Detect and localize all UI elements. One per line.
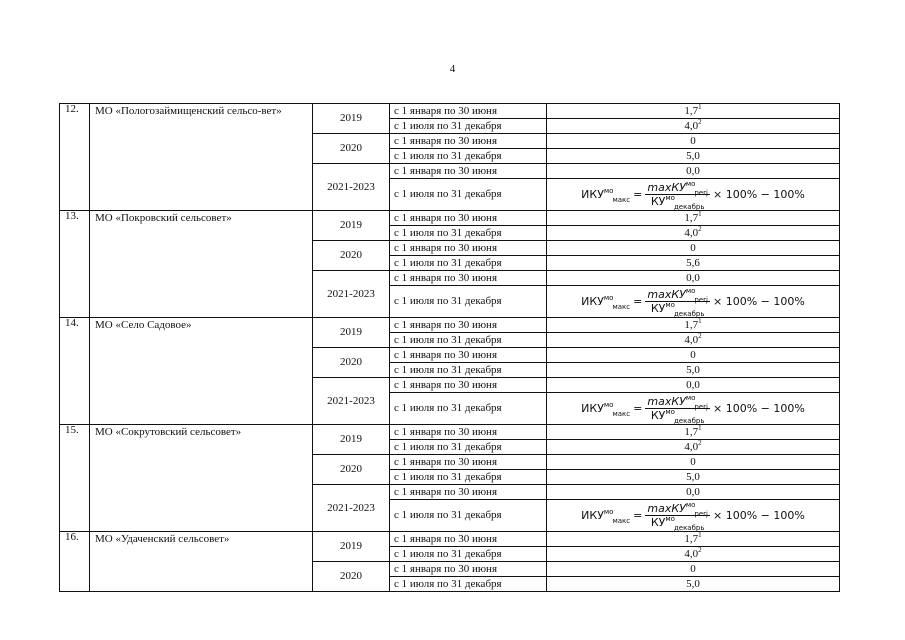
formula-numerator xyxy=(645,396,710,409)
value-footnote-mark: 1 xyxy=(698,316,702,325)
formula-fraction xyxy=(645,287,710,318)
formula-lhs xyxy=(581,508,631,525)
formula-denominator-main: КУ xyxy=(650,409,666,422)
mo-name: МО «Покровский сельсовет» xyxy=(90,211,313,318)
value-number: 5,0 xyxy=(686,577,700,590)
formula-lhs-sup: мо xyxy=(603,294,614,302)
value-cell xyxy=(547,470,840,485)
value-number: 4,0 xyxy=(684,226,699,239)
year-cell: 2020 xyxy=(313,134,390,164)
value-number: 1,7 xyxy=(684,532,699,545)
formula-lhs-sub: макс xyxy=(612,303,631,311)
formula-lhs-sup: мо xyxy=(603,187,614,195)
period-cell: с 1 января по 30 июня xyxy=(390,134,547,149)
formula-lhs-main: ИКУ xyxy=(581,402,604,415)
year-cell: 2019 xyxy=(313,532,390,562)
formula-numerator-sub: perj xyxy=(694,296,708,304)
mo-number: 13. xyxy=(60,211,90,318)
period-cell: с 1 января по 30 июня xyxy=(390,318,547,333)
formula-denominator-sub: декабрь xyxy=(673,203,705,211)
value-cell xyxy=(547,149,840,164)
value-cell xyxy=(547,500,840,532)
index-formula xyxy=(581,394,805,425)
value-cell xyxy=(547,211,840,226)
value-number: 0 xyxy=(690,562,696,575)
mo-name: МО «Сокрутовский сельсовет» xyxy=(90,425,313,532)
period-cell: с 1 января по 30 июня xyxy=(390,562,547,577)
formula-numerator-main: maxКУ xyxy=(647,288,686,301)
value-text xyxy=(684,224,702,239)
formula-lhs-sub: макс xyxy=(612,517,631,525)
formula-numerator xyxy=(645,182,710,195)
period-cell: с 1 января по 30 июня xyxy=(390,348,547,363)
formula-denominator-sup: мо xyxy=(665,194,675,202)
formula-wrap xyxy=(581,180,805,211)
formula-numerator xyxy=(645,503,710,516)
value-footnote-mark: 2 xyxy=(698,331,702,340)
index-formula xyxy=(581,287,805,318)
formula-numerator xyxy=(645,289,710,302)
period-cell: с 1 июля по 31 декабря xyxy=(390,577,547,592)
value-text xyxy=(684,209,702,224)
period-cell: с 1 июля по 31 декабря xyxy=(390,333,547,348)
formula-wrap xyxy=(581,287,805,318)
formula-numerator-sub: perj xyxy=(694,510,708,518)
value-cell xyxy=(547,547,840,562)
formula-lhs xyxy=(581,294,631,311)
year-cell: 2021-2023 xyxy=(313,378,390,425)
value-cell xyxy=(547,119,840,134)
value-number: 1,7 xyxy=(684,211,699,224)
value-text xyxy=(684,423,702,438)
value-text xyxy=(686,258,700,269)
mo-name: МО «Удаченский сельсовет» xyxy=(90,532,313,592)
value-text xyxy=(684,331,702,346)
mo-number: 16. xyxy=(60,532,90,592)
formula-fraction xyxy=(645,180,710,211)
formula-tail: × 100% − 100% xyxy=(713,295,805,308)
period-cell: с 1 января по 30 июня xyxy=(390,211,547,226)
formula-tail: × 100% − 100% xyxy=(713,509,805,522)
value-footnote-mark: 2 xyxy=(698,438,702,447)
period-cell: с 1 июля по 31 декабря xyxy=(390,149,547,164)
period-cell: с 1 июля по 31 декабря xyxy=(390,547,547,562)
table-row xyxy=(60,425,840,440)
value-cell xyxy=(547,179,840,211)
value-cell xyxy=(547,425,840,440)
value-text xyxy=(684,316,702,331)
value-number: 0 xyxy=(690,455,696,468)
period-cell: с 1 января по 30 июня xyxy=(390,164,547,179)
value-number: 1,7 xyxy=(684,425,699,438)
value-footnote-mark: 1 xyxy=(698,530,702,539)
period-cell: с 1 января по 30 июня xyxy=(390,271,547,286)
formula-numerator-sup: мо xyxy=(685,180,696,188)
period-cell: с 1 июля по 31 декабря xyxy=(390,226,547,241)
formula-fraction xyxy=(645,501,710,532)
formula-equals: = xyxy=(633,295,643,308)
value-text xyxy=(686,151,700,162)
period-cell: с 1 января по 30 июня xyxy=(390,425,547,440)
mo-name: МО «Село Садовое» xyxy=(90,318,313,425)
value-cell xyxy=(547,440,840,455)
value-cell xyxy=(547,532,840,547)
formula-denominator-sub: декабрь xyxy=(673,310,705,318)
value-number: 5,0 xyxy=(686,470,700,483)
value-cell xyxy=(547,363,840,378)
year-cell: 2021-2023 xyxy=(313,271,390,318)
value-cell xyxy=(547,318,840,333)
formula-equals: = xyxy=(633,509,643,522)
formula-numerator-sub: perj xyxy=(694,189,708,197)
value-number: 4,0 xyxy=(684,333,699,346)
value-text xyxy=(690,136,696,147)
value-number: 5,0 xyxy=(686,363,700,376)
value-number: 0,0 xyxy=(686,378,700,391)
period-cell: с 1 июля по 31 декабря xyxy=(390,363,547,378)
formula-tail: × 100% − 100% xyxy=(713,188,805,201)
value-text xyxy=(684,117,702,132)
period-cell: с 1 июля по 31 декабря xyxy=(390,500,547,532)
formula-equals: = xyxy=(633,402,643,415)
period-cell: с 1 июля по 31 декабря xyxy=(390,286,547,318)
period-cell: с 1 июля по 31 декабря xyxy=(390,179,547,211)
value-number: 4,0 xyxy=(684,547,699,560)
value-footnote-mark: 1 xyxy=(698,209,702,218)
year-cell: 2019 xyxy=(313,425,390,455)
period-cell: с 1 июля по 31 декабря xyxy=(390,440,547,455)
year-cell: 2020 xyxy=(313,455,390,485)
formula-denominator-sub: декабрь xyxy=(673,417,705,425)
value-text xyxy=(690,457,696,468)
formula-numerator-sup: мо xyxy=(685,287,696,295)
value-footnote-mark: 1 xyxy=(698,423,702,432)
value-text xyxy=(684,530,702,545)
formula-lhs-sup: мо xyxy=(603,508,614,516)
table-row xyxy=(60,211,840,226)
year-cell: 2020 xyxy=(313,241,390,271)
period-cell: с 1 января по 30 июня xyxy=(390,532,547,547)
value-text xyxy=(686,365,700,376)
formula-lhs-sub: макс xyxy=(612,410,631,418)
period-cell: с 1 января по 30 июня xyxy=(390,104,547,119)
period-cell: с 1 июля по 31 декабря xyxy=(390,470,547,485)
formula-lhs xyxy=(581,187,631,204)
formula-numerator-main: maxКУ xyxy=(647,181,686,194)
formula-lhs-sub: макс xyxy=(612,196,631,204)
mo-number: 15. xyxy=(60,425,90,532)
index-formula xyxy=(581,501,805,532)
period-cell: с 1 июля по 31 декабря xyxy=(390,256,547,271)
table-row xyxy=(60,318,840,333)
formula-denominator-main: КУ xyxy=(650,195,666,208)
value-cell xyxy=(547,164,840,179)
table-row xyxy=(60,104,840,119)
mo-number: 12. xyxy=(60,104,90,211)
formula-wrap xyxy=(581,394,805,425)
year-cell: 2020 xyxy=(313,562,390,592)
year-cell: 2021-2023 xyxy=(313,164,390,211)
formula-numerator-main: maxКУ xyxy=(647,502,686,515)
period-cell: с 1 января по 30 июня xyxy=(390,455,547,470)
formula-lhs-sup: мо xyxy=(603,401,614,409)
value-number: 1,7 xyxy=(684,104,699,117)
formula-numerator-sup: мо xyxy=(685,501,696,509)
period-cell: с 1 июля по 31 декабря xyxy=(390,119,547,134)
formula-numerator-sub: perj xyxy=(694,403,708,411)
value-cell xyxy=(547,378,840,393)
formula-numerator-sup: мо xyxy=(685,394,696,402)
formula-lhs-main: ИКУ xyxy=(581,188,604,201)
value-number: 4,0 xyxy=(684,440,699,453)
value-cell xyxy=(547,333,840,348)
formula-lhs-main: ИКУ xyxy=(581,295,604,308)
value-cell xyxy=(547,562,840,577)
value-cell xyxy=(547,256,840,271)
value-number: 0 xyxy=(690,348,696,361)
year-cell: 2019 xyxy=(313,104,390,134)
value-text xyxy=(684,102,702,117)
year-cell: 2021-2023 xyxy=(313,485,390,532)
formula-lhs xyxy=(581,401,631,418)
value-footnote-mark: 1 xyxy=(698,102,702,111)
formula-numerator-main: maxКУ xyxy=(647,395,686,408)
value-footnote-mark: 2 xyxy=(698,545,702,554)
value-text xyxy=(686,380,700,391)
value-text xyxy=(686,273,700,284)
period-cell: с 1 января по 30 июня xyxy=(390,378,547,393)
year-cell: 2020 xyxy=(313,348,390,378)
year-cell: 2019 xyxy=(313,318,390,348)
value-text xyxy=(684,438,702,453)
value-footnote-mark: 2 xyxy=(698,117,702,126)
index-formula xyxy=(581,180,805,211)
period-cell: с 1 января по 30 июня xyxy=(390,241,547,256)
value-text xyxy=(690,243,696,254)
value-cell xyxy=(547,455,840,470)
formula-lhs-main: ИКУ xyxy=(581,509,604,522)
formula-denominator-main: КУ xyxy=(650,302,666,315)
value-number: 0,0 xyxy=(686,164,700,177)
value-number: 0,0 xyxy=(686,485,700,498)
value-cell xyxy=(547,393,840,425)
value-cell xyxy=(547,348,840,363)
value-cell xyxy=(547,104,840,119)
period-cell: с 1 января по 30 июня xyxy=(390,485,547,500)
value-text xyxy=(690,350,696,361)
value-number: 0 xyxy=(690,134,696,147)
value-text xyxy=(686,166,700,177)
value-cell xyxy=(547,134,840,149)
formula-denominator-sup: мо xyxy=(665,301,675,309)
value-cell xyxy=(547,241,840,256)
value-text xyxy=(690,564,696,575)
value-number: 4,0 xyxy=(684,119,699,132)
formula-denominator-main: КУ xyxy=(650,516,666,529)
table-row xyxy=(60,532,840,547)
value-cell xyxy=(547,286,840,318)
value-text xyxy=(686,487,700,498)
value-text xyxy=(686,472,700,483)
value-text xyxy=(686,579,700,590)
value-footnote-mark: 2 xyxy=(698,224,702,233)
value-cell xyxy=(547,226,840,241)
value-cell xyxy=(547,485,840,500)
value-text xyxy=(684,545,702,560)
formula-fraction xyxy=(645,394,710,425)
period-cell: с 1 июля по 31 декабря xyxy=(390,393,547,425)
formula-wrap xyxy=(581,501,805,532)
tariff-index-table xyxy=(59,103,840,592)
formula-tail: × 100% − 100% xyxy=(713,402,805,415)
page-number: 4 xyxy=(449,63,456,75)
formula-denominator-sup: мо xyxy=(665,408,675,416)
formula-equals: = xyxy=(633,188,643,201)
value-cell xyxy=(547,271,840,286)
year-cell: 2019 xyxy=(313,211,390,241)
value-number: 0 xyxy=(690,241,696,254)
value-number: 0,0 xyxy=(686,271,700,284)
mo-number: 14. xyxy=(60,318,90,425)
mo-name: МО «Пологозаймищенский сельсо-вет» xyxy=(90,104,313,211)
formula-denominator-sub: декабрь xyxy=(673,524,705,532)
formula-denominator-sup: мо xyxy=(665,515,675,523)
value-number: 5,6 xyxy=(686,256,700,269)
value-number: 5,0 xyxy=(686,149,700,162)
value-number: 1,7 xyxy=(684,318,699,331)
value-cell xyxy=(547,577,840,592)
